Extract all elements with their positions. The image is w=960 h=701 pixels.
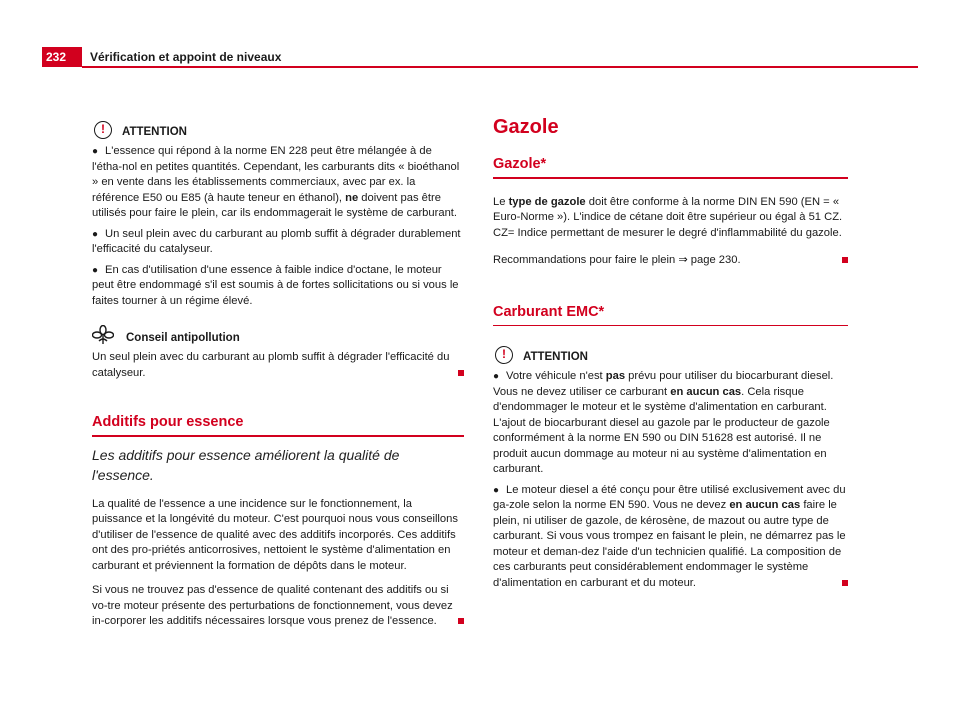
section-rule [493,177,848,179]
eco-leaf-icon [92,325,114,345]
attention-heading [92,115,464,139]
end-marker [458,618,464,624]
paragraph: Si vous ne trouvez pas d'essence de qualité contenant des additifs ou si vo-tre moteur présente des perturbations de fonctionnement, vous devez in-corporer les additifs nécessaires lorsque vous prenez de l'essence. [92,583,464,630]
attention-title: ATTENTION [122,126,187,138]
section-title: Carburant EMC* [493,303,605,320]
eco-text: Un seul plein avec du carburant au plomb suffit à dégrader l'efficacité du catalyseur. [92,350,464,381]
warning-icon: ! [94,121,112,139]
bullet-icon: ● [92,264,99,276]
warning-icon: ! [495,346,513,364]
section-lead: Les additifs pour essence améliorent la qualité de l'essence. [92,446,400,483]
bullet-icon: ● [493,371,500,382]
list-item: ● Un seul plein avec du carburant au plomb suffit à dégrader durablement l'efficacité du catalyseur. [92,227,461,255]
bullet-icon: ● [92,146,99,157]
page-header [0,0,960,70]
section-rule [493,325,848,327]
attention-title: ATTENTION [523,351,588,363]
section-title: Additifs pour essence [92,414,244,430]
left-column [92,115,464,639]
list-item: ● Votre véhicule n'est pas prévu pour utiliser du biocarburant diesel. Vous ne devez utiliser ce carburant en aucun cas. Cela risque d'endommager le moteur et le système d'alimentation en carburant. L'ajout de biocarburant diesel au gazole par le producteur de gazole conformément à la norme EN 590 ou DIN 51628 est autorisé. Il ne produit aucun dommage au moteur ni au système d'alimentation en carburant. [493,370,834,475]
end-marker [842,580,848,586]
header-rule [82,66,918,68]
bullet-icon: ● [92,228,99,240]
paragraph: La qualité de l'essence a une incidence sur le fonctionnement, la puissance et la longévité du moteur. C'est pourquoi nous vous conseillons d'utiliser de l'essence de qualité avec des additifs incorporés. Ces additifs ont des pro-priétés anticorrosives, nettoient le système d'alimentation en carburant et préviennent la formation de dépôts dans le moteur. [92,497,458,572]
eco-title: Conseil antipollution [126,332,240,344]
chapter-title: Vérification et appoint de niveaux [90,50,282,64]
list-item: ● L'essence qui répond à la norme EN 228 peut être mélangée à de l'étha-nol en petites quantités. Cependant, les carburants dits « bioéthanol » en vente dans les établissements commerciaux, avec par ex. la référence E50 ou E85 (à haute teneur en éthanol), ne doivent pas être utilisés pour faire le plein, car ils endommagerait le système de carburant. [92,145,460,219]
attention-heading [493,340,848,364]
section-title: Gazole* [493,156,547,172]
end-marker [458,370,464,376]
page-reference: Recommandations pour faire le plein ⇒ page 230. [493,253,848,269]
bullet-icon: ● [493,484,500,496]
section-rule [92,435,464,437]
eco-heading [92,321,464,345]
paragraph: Le type de gazole doit être conforme à la norme DIN EN 590 (EN = « Euro-Norme »). L'indice de cétane doit être supérieur ou égal à 51 CZ. CZ= Indice permettant de mesurer le degré d'inflammabilité du gazole. [493,195,843,239]
right-column [493,115,848,596]
page-number: 232 [42,47,82,67]
end-marker [842,257,848,263]
page-section-title: Gazole [493,116,559,138]
list-item: ● Le moteur diesel a été conçu pour être utilisé exclusivement avec du ga-zole selon la norme EN 590. Vous ne devez en aucun cas faire le plein, ni utiliser de gazole, de kérosène, de mazout ou autre type de carburant. Si vous vous trompez en faisant le plein, ne démarrez pas le moteur et deman-dez l'aide d'un technicien qualifié. La composition de ces carburants peut considérablement endommager le système d'alimentation en carburant et du moteur. [493,483,848,592]
list-item: ● En cas d'utilisation d'une essence à faible indice d'octane, le moteur peut être endommagé s'il est soumis à de fortes sollicitations ou si vous le faites tourner à un régime élevé. [92,263,459,307]
